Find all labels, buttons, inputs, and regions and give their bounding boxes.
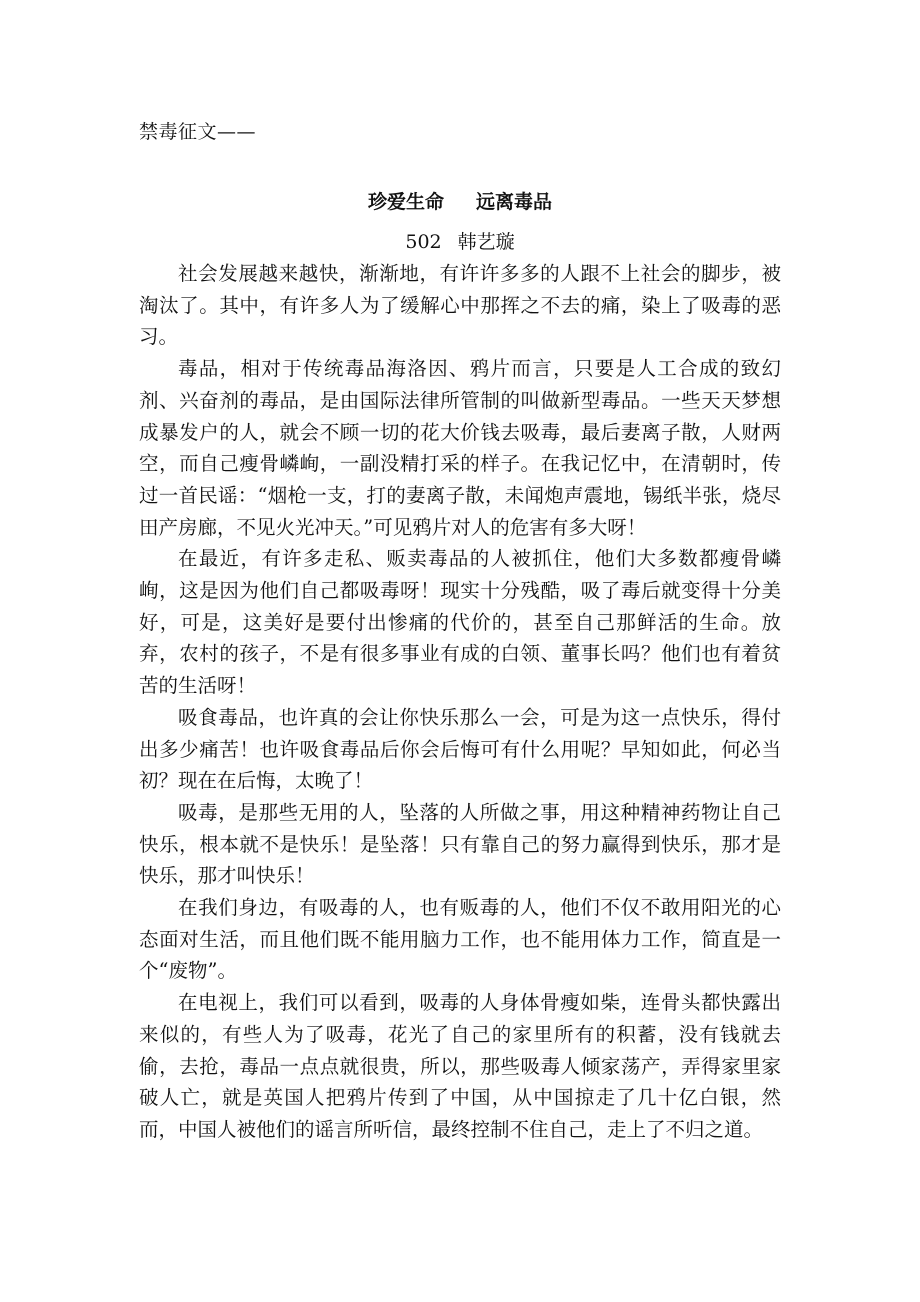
essay-title (0, 188, 920, 216)
essay-paragraph: 在最近，有许多走私、贩卖毒品的人被抓住，他们大多数都瘦骨嶙峋，这是因为他们自己都吸毒呀！现实十分残酷，吸了毒后就变得十分美好，可是，这美好是要付出惨痛的代价的，甚至自己那鲜活的生命。放弃，农村的孩子，不是有很多事业有成的白领、董事长吗？他们也有着贫苦的生活呀！ (139, 547, 781, 698)
essay-paragraph: 吸食毒品，也许真的会让你快乐那么一会，可是为这一点快乐，得付出多少痛苦！也许吸食毒品后你会后悔可有什么用呢？早知如此，何必当初？现在在后悔，太晚了！ (139, 705, 781, 793)
essay-title-part2: 远离毒品 (476, 191, 553, 213)
essay-body (139, 258, 781, 1146)
essay-paragraph: 社会发展越来越快，渐渐地，有许许多多的人跟不上社会的脚步，被淘汰了。其中，有许多人为了缓解心中那挥之不去的痛，染上了吸毒的恶习。 (139, 262, 781, 349)
essay-title-part1: 珍爱生命 (367, 191, 444, 213)
essay-paragraph: 在我们身边，有吸毒的人，也有贩毒的人，他们不仅不敢用阳光的心态面对生活，而且他们既不能用脑力工作，也不能用体力工作，简直是一个“废物”。 (139, 896, 781, 983)
essay-paragraph: 在电视上，我们可以看到，吸毒的人身体骨瘦如柴，连骨头都快露出来似的，有些人为了吸毒，花光了自己的家里所有的积蓄，没有钱就去偷，去抢，毒品一点点就很贵，所以，那些吸毒人倾家荡产，弄得家里家破人亡，就是英国人把鸦片传到了中国，从中国掠走了几十亿白银，然而，中国人被他们的谣言所听信，最终控制不住自己，走上了不归之道。 (139, 991, 781, 1141)
author-class: 502 (405, 231, 442, 253)
author-name: 韩艺璇 (457, 231, 515, 253)
essay-author (0, 228, 920, 256)
essay-paragraph: 毒品，相对于传统毒品海洛因、鸦片而言，只要是人工合成的致幻剂、兴奋剂的毒品，是由国际法律所管制的叫做新型毒品。一些天天梦想成暴发户的人，就会不顾一切的花大价钱去吸毒，最后妻离子散，人财两空，而自己瘦骨嶙峋，一副没精打采的样子。在我记忆中，在清朝时，传过一首民谣：“烟枪一支，打的妻离子散，未闻炮声震地，锡纸半张，烧尽田产房廊，不见火光冲天。”可见鸦片对人的危害有多大呀！ (139, 357, 781, 539)
essay-category-label: 禁毒征文—— (139, 121, 257, 143)
essay-paragraph: 吸毒，是那些无用的人，坠落的人所做之事，用这种精神药物让自己快乐，根本就不是快乐！是坠落！只有靠自己的努力赢得到快乐，那才是快乐，那才叫快乐！ (139, 800, 781, 888)
